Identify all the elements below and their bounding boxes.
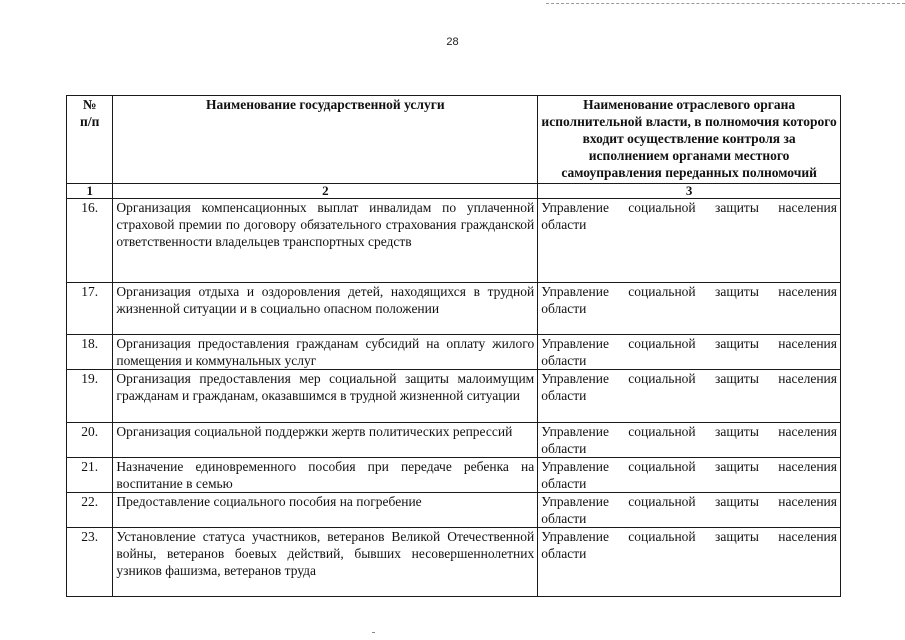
- row-number: 19.: [67, 370, 113, 423]
- header-organ: Наименование отраслевого органа исполнительной власти, в полномочия которого входит осуществление контроля за исполнением органами местного самоуправления переданных полномочий: [538, 96, 841, 184]
- row-service: Организация отдыха и оздоровления детей, находящихся в трудной жизненной ситуации и в социально опасном положении: [113, 283, 538, 335]
- row-number: 18.: [67, 335, 113, 370]
- row-service: Организация социальной поддержки жертв политических репрессий: [113, 423, 538, 458]
- row-organ: Управление социальной защиты населения области: [538, 335, 841, 370]
- column-number-2: 2: [113, 184, 538, 199]
- row-service: Организация предоставления гражданам субсидий на оплату жилого помещения и коммунальных услуг: [113, 335, 538, 370]
- row-service: Предоставление социального пособия на погребение: [113, 493, 538, 528]
- header-number-text: № п/п: [80, 97, 100, 129]
- table-row: [67, 370, 841, 423]
- row-service: Организация компенсационных выплат инвалидам по уплаченной страховой премии по договору обязательного страхования гражданской ответственности владельцев транспортных средств: [113, 199, 538, 283]
- row-organ: Управление социальной защиты населения области: [538, 283, 841, 335]
- column-number-1: 1: [67, 184, 113, 199]
- scan-speck: [372, 632, 375, 633]
- row-organ: Управление социальной защиты населения области: [538, 458, 841, 493]
- page-number: 28: [446, 36, 459, 48]
- column-numbers-row: [67, 184, 841, 199]
- row-organ: Управление социальной защиты населения области: [538, 423, 841, 458]
- row-organ: Управление социальной защиты населения области: [538, 493, 841, 528]
- table-row: [67, 528, 841, 597]
- column-number-3: 3: [538, 184, 841, 199]
- table-row: [67, 335, 841, 370]
- row-number: 20.: [67, 423, 113, 458]
- table-row: [67, 199, 841, 283]
- table-row: [67, 458, 841, 493]
- row-number: 22.: [67, 493, 113, 528]
- row-number: 21.: [67, 458, 113, 493]
- row-organ: Управление социальной защиты населения области: [538, 370, 841, 423]
- table-header-row: [67, 96, 841, 184]
- header-service: Наименование государственной услуги: [113, 96, 538, 184]
- services-table: [66, 95, 841, 597]
- header-number: [67, 96, 113, 184]
- table-row: [67, 423, 841, 458]
- row-service: Организация предоставления мер социальной защиты малоимущим гражданам и гражданам, оказавшимся в трудной жизненной ситуации: [113, 370, 538, 423]
- row-organ: Управление социальной защиты населения области: [538, 528, 841, 597]
- row-number: 17.: [67, 283, 113, 335]
- table-row: [67, 283, 841, 335]
- row-service: Назначение единовременного пособия при передаче ребенка на воспитание в семью: [113, 458, 538, 493]
- row-service: Установление статуса участников, ветеранов Великой Отечественной войны, ветеранов боевых действий, бывших несовершеннолетних узников фашизма, ветеранов труда: [113, 528, 538, 597]
- row-number: 23.: [67, 528, 113, 597]
- row-number: 16.: [67, 199, 113, 283]
- scan-edge-line: [546, 3, 905, 4]
- table-row: [67, 493, 841, 528]
- row-organ: Управление социальной защиты населения области: [538, 199, 841, 283]
